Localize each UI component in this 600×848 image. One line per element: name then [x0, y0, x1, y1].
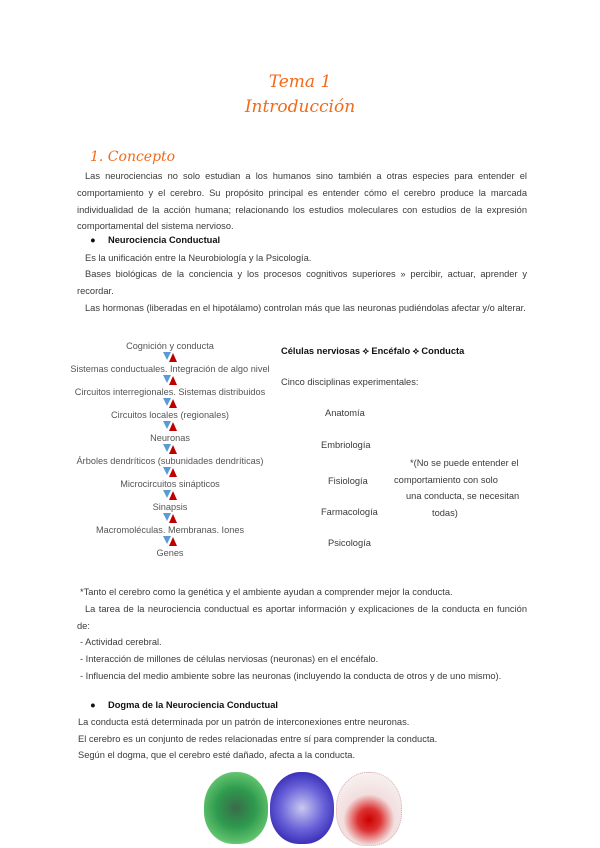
discipline: Fisiología	[328, 476, 368, 486]
disciplines-intro: Cinco disciplinas experimentales:	[281, 377, 419, 387]
list-item: - Interacción de millones de células nerviosas (neuronas) en el encéfalo.	[80, 654, 379, 664]
note-line: *(No se puede entender el	[410, 458, 519, 468]
bullet-label: Dogma de la Neurociencia Conductual	[108, 700, 278, 710]
star-note: *Tanto el cerebro como la genética y el ambiente ayudan a comprender mejor la conducta.	[80, 587, 453, 597]
level: Neuronas	[150, 433, 190, 443]
task-paragraph: La tarea de la neurociencia conductual es aportar información y explicaciones de la conducta en función de:	[77, 604, 527, 631]
bidirectional-arrow-icon	[160, 467, 180, 478]
bullet2-line: El cerebro es un conjunto de redes relacionadas entre sí para comprender la conducta.	[78, 734, 438, 744]
chain-text: Células nerviosas ⟡ Encéfalo ⟡ Conducta	[281, 346, 465, 356]
bidirectional-arrow-icon	[160, 398, 180, 409]
bullet1-line: Las hormonas (liberadas en el hipotálamo) controlan más que las neuronas pudiéndolas afectar y/o alterar.	[85, 303, 526, 313]
bidirectional-arrow-icon	[160, 490, 180, 501]
list-item: - Influencia del medio ambiente sobre las neuronas (incluyendo la conducta de otros y de uno mismo).	[80, 671, 502, 681]
note-line: comportamiento con solo	[394, 475, 498, 485]
discipline: Embriología	[321, 440, 371, 450]
bullet-dogma: ● Dogma de la Neurociencia Conductual	[90, 700, 278, 710]
title-line-2: Introducción	[244, 97, 356, 117]
bullet-neurociencia-conductual: ● Neurociencia Conductual	[90, 235, 221, 245]
bidirectional-arrow-icon	[160, 352, 180, 363]
bullet1-line: Bases biológicas de la conciencia y los procesos cognitivos superiores » percibir, actuar, aprender y recordar.	[77, 269, 527, 296]
levels-diagram	[70, 340, 270, 559]
section-heading: 1. Concepto	[90, 149, 176, 165]
bidirectional-arrow-icon	[160, 444, 180, 455]
bullet2-line: La conducta está determinada por un patrón de interconexiones entre neuronas.	[78, 717, 410, 727]
level: Sinapsis	[152, 502, 188, 512]
title-line-1: Tema 1	[268, 72, 332, 92]
level: Genes	[156, 548, 184, 558]
discipline: Psicología	[328, 538, 371, 548]
bidirectional-arrow-icon	[160, 536, 180, 547]
note-line: una conducta, se necesitan	[406, 491, 520, 501]
note-line: todas)	[432, 508, 458, 518]
level: Cognición y conducta	[126, 341, 214, 351]
bullet-label: Neurociencia Conductual	[108, 235, 221, 245]
level: Sistemas conductuales. Integración de algo nivel	[70, 364, 270, 374]
level: Circuitos locales (regionales)	[111, 410, 229, 420]
bidirectional-arrow-icon	[160, 513, 180, 524]
bidirectional-arrow-icon	[160, 421, 180, 432]
brain-image-blue	[270, 772, 334, 844]
discipline: Anatomía	[325, 408, 365, 418]
level: Árboles dendríticos (subunidades dendríticas)	[76, 456, 264, 466]
level: Circuitos interregionales. Sistemas distribuidos	[74, 387, 266, 397]
list-item: - Actividad cerebral.	[80, 637, 162, 647]
brain-image-red	[336, 772, 402, 846]
brain-image-green	[204, 772, 268, 844]
bullet1-line: Es la unificación entre la Neurobiología y la Psicología.	[85, 253, 312, 263]
level: Microcircuitos sinápticos	[120, 479, 220, 489]
bidirectional-arrow-icon	[160, 375, 180, 386]
discipline: Farmacología	[321, 507, 378, 517]
intro-paragraph: Las neurociencias no solo estudian a los humanos sino también a otras especies para entender el comportamiento y el cerebro. Su propósito principal es entender cómo el cerebro produce la marcada individualidad de la acción humana; relacionando los estudios moleculares con estudios de la expresión comportamental del sistema nervioso.	[77, 171, 527, 232]
level: Macromoléculas. Membranas. Iones	[95, 525, 245, 535]
bullet2-line: Según el dogma, que el cerebro esté dañado, afecta a la conducta.	[78, 750, 356, 760]
